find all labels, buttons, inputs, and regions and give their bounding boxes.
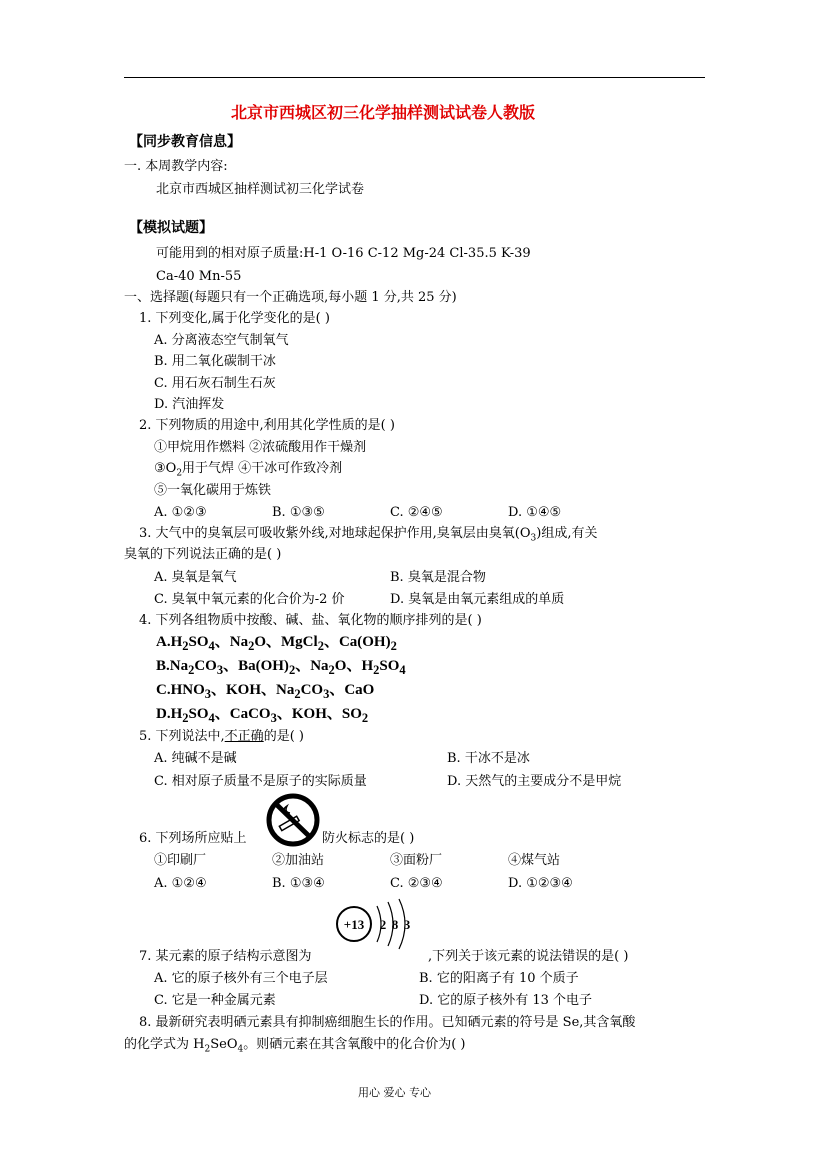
question-4-option-d: $D.H_2SO_4$、CaCO$_3$、KOH、$SO_2$ [156,706,369,725]
question-7-stem-pre: 7. 某元素的原子结构示意图为 [139,949,312,964]
question-4-option-c: $C.HNO_3$、KOH、$Na_2CO_3$、CaO [156,682,375,701]
question-4-stem: 4. 下列各组物质中按酸、碱、盐、氧化物的顺序排列的是( ) [139,613,482,628]
question-1-option-b: B. 用二氧化碳制干冰 [154,354,276,369]
question-4-option-a: $A.H_2SO_4$、$Na_2O$、MgCl$_2$、$Ca(OH)_2$ [156,634,397,653]
question-7-option-c: C. 它是一种金属元素 [154,993,276,1008]
week-content-label: 一. 本周教学内容: [124,159,228,174]
question-6-place-2: ②加油站 [272,853,325,868]
question-3-option-b: B. 臭氧是混合物 [390,570,486,585]
header-rule [124,77,705,78]
question-7-stem-post: ,下列关于该元素的说法错误的是( ) [428,949,629,964]
no-smoking-icon [265,791,321,849]
question-6-place-3: ③面粉厂 [390,853,443,868]
question-3-option-d: D. 臭氧是由氧元素组成的单质 [390,592,565,607]
question-6-option-a: A. ①②④ [154,876,207,891]
electron-shell-3: 3 [403,917,411,932]
question-6-place-1: ①印刷厂 [154,853,207,868]
electron-shell-2: 8 [391,917,399,932]
question-4-option-b: $B.Na_2CO_3$、$Ba(OH)_2$、$Na_2O$、$H_2SO_4$ [156,658,406,677]
atomic-mass-line-1: 可能用到的相对原子质量:H-1 O-16 C-12 Mg-24 Cl-35.5 K-39 [156,246,531,261]
question-6-stem-post: 防火标志的是( ) [322,831,415,846]
question-1-option-d: D. 汽油挥发 [154,397,225,412]
question-5-option-b: B. 干冰不是冰 [447,751,530,766]
question-8-stem-line-2: 的化学式为 $H_2SeO_4$。则硒元素在其含氧酸中的化合价为( ) [124,1037,466,1055]
question-7-option-d: D. 它的原子核外有 13 个电子 [419,993,593,1008]
question-5-stem: 5. 下列说法中,不正确的是( ) [139,729,304,744]
page-title: 北京市西城区初三化学抽样测试试卷人教版 [231,103,536,122]
section-sync-info: 【同步教育信息】 [129,134,241,150]
question-6-place-4: ④煤气站 [508,853,561,868]
part-1-heading: 一、选择题(每题只有一个正确选项,每小题 1 分,共 25 分) [124,290,457,305]
question-1-option-c: C. 用石灰石制生石灰 [154,376,276,391]
question-7-option-a: A. 它的原子核外有三个电子层 [154,971,328,986]
question-2-option-c: C. ②④⑤ [390,505,443,520]
page-footer: 用心 爱心 专心 [358,1086,431,1099]
question-5-option-a: A. 纯碱不是碱 [154,751,237,766]
question-1-option-a: A. 分离液态空气制氧气 [154,333,289,348]
question-8-stem-line-1: 8. 最新研究表明硒元素具有抑制癌细胞生长的作用。已知硒元素的符号是 Se,其含氧酸 [139,1015,636,1030]
question-6-stem-pre: 6. 下列场所应贴上 [139,831,247,846]
question-6-option-d: D. ①②③④ [508,876,573,891]
question-3-stem-line-1: 3. 大气中的臭氧层可吸收紫外线,对地球起保护作用,臭氧层由臭氧$(O_3)$组成,有关 [139,526,598,544]
question-2-option-b: B. ①③⑤ [272,505,325,520]
atom-structure-diagram [332,896,432,952]
question-2-items-1: ①甲烷用作燃料 ②浓硫酸用作干燥剂 [154,440,367,455]
question-3-stem-line-2: 臭氧的下列说法正确的是( ) [124,547,282,562]
electron-shell-1: 2 [379,917,387,932]
question-2-option-d: D. ①④⑤ [508,505,562,520]
question-6-option-c: C. ②③④ [390,876,443,891]
nucleus-charge: +13 [343,917,365,932]
question-5-option-c: C. 相对原子质量不是原子的实际质量 [154,774,367,789]
question-2-items-2: $③O_2$用于气焊 ④干冰可作致冷剂 [154,461,343,479]
week-content: 北京市西城区抽样测试初三化学试卷 [156,182,365,197]
question-2-option-a: A. ①②③ [154,505,207,520]
question-3-option-c: C. 臭氧中氧元素的化合价为-2 价 [154,592,345,607]
question-2-items-3: ⑤一氧化碳用于炼铁 [154,483,272,498]
question-3-option-a: A. 臭氧是氧气 [154,570,237,585]
question-5-option-d: D. 天然气的主要成分不是甲烷 [447,774,622,789]
question-2-stem: 2. 下列物质的用途中,利用其化学性质的是( ) [139,418,395,433]
question-6-option-b: B. ①③④ [272,876,325,891]
section-mock-test: 【模拟试题】 [129,220,213,236]
question-1-stem: 1. 下列变化,属于化学变化的是( ) [139,311,330,326]
question-7-option-b: B. 它的阳离子有 10 个质子 [419,971,579,986]
atomic-mass-line-2: Ca-40 Mn-55 [156,269,242,284]
